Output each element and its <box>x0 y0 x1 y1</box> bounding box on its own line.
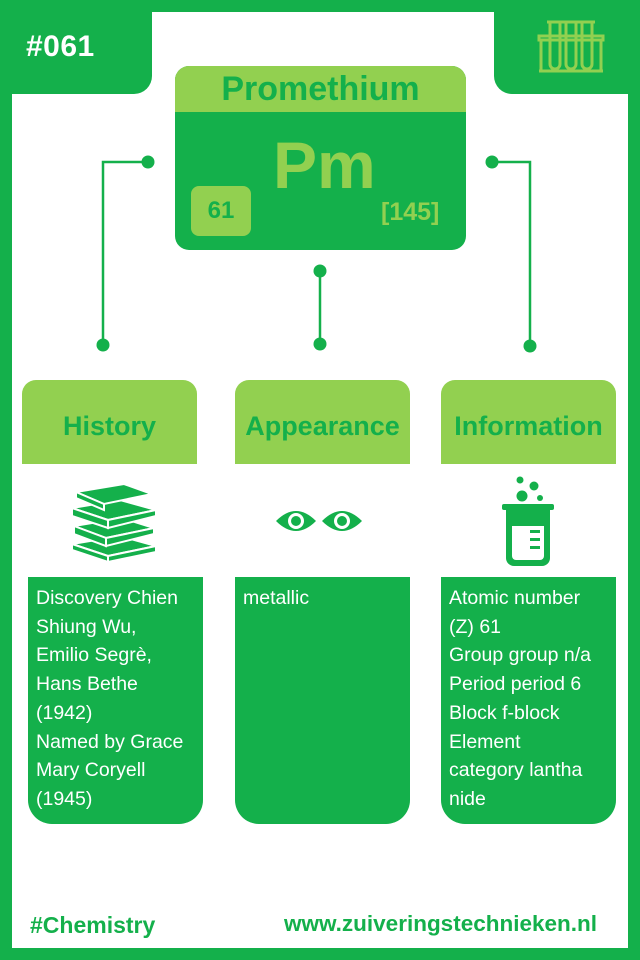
history-header: History <box>22 380 197 464</box>
element-name: Promethium <box>175 66 466 112</box>
element-symbol: Pm <box>273 128 376 202</box>
books-icon <box>68 484 160 562</box>
appearance-header: Appearance <box>235 380 410 464</box>
atomic-mass: [145] <box>381 198 440 226</box>
information-header: Information <box>441 380 616 464</box>
appearance-text: metallic <box>235 577 410 824</box>
atomic-number-badge: 61 <box>191 186 251 236</box>
connector-dot <box>486 156 499 169</box>
information-text: Atomic number (Z) 61 Group group n/a Period period 6 Block f-block Element category lantha nide <box>441 577 616 824</box>
connector-dot <box>524 340 537 353</box>
eyes-icon <box>274 504 366 538</box>
connector-dot <box>142 156 155 169</box>
history-text: Discovery Chien Shiung Wu, Emilio Segrè, Hans Bethe (1942) Named by Grace Mary Coryell (1945) <box>28 577 203 824</box>
connector-dot <box>314 338 327 351</box>
element-index-label: #061 <box>26 30 95 63</box>
connector-dot <box>314 265 327 278</box>
website-url: www.zuiveringstechnieken.nl <box>284 911 597 936</box>
beaker-icon <box>498 474 558 568</box>
hashtag: #Chemistry <box>30 912 156 938</box>
connector-dot <box>97 339 110 352</box>
